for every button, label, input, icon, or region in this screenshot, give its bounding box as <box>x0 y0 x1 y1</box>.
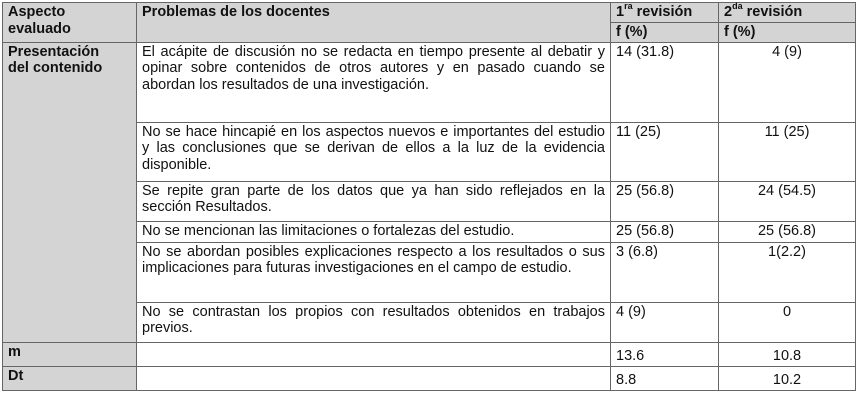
header-aspect-line2: evaluado <box>8 20 71 37</box>
summary-row-dt <box>3 366 856 390</box>
summary-empty-cell <box>137 342 611 366</box>
rev1-cell: 3 (6.8) <box>611 242 719 302</box>
problem-cell: No se contrastan los propios con resultados obtenidos en trabajos previos. <box>137 302 611 342</box>
rev1-cell: 4 (9) <box>611 302 719 342</box>
rev2-cell: 24 (54.5) <box>719 181 856 221</box>
header-rev1-prefix: 1 <box>616 4 625 20</box>
problem-cell: El acápite de discusión no se redacta en tiempo presente al debatir y opinar sobre contenidos de otros autores y en pasado cuando se abordan los resultados de una investigación. <box>137 42 611 122</box>
results-table <box>2 2 856 391</box>
rev1-cell: 25 (56.8) <box>611 181 719 221</box>
rev2-cell: 0 <box>719 302 856 342</box>
summary-label: Dt <box>3 366 137 390</box>
header-rev2-sup: da <box>732 1 743 12</box>
summary-empty-cell <box>137 366 611 390</box>
header-rev2-prefix: 2 <box>724 4 733 20</box>
problem-cell: No se hace hincapié en los aspectos nuevos e importantes del estudio y las conclusiones que se derivan de ellos a la luz de la evidencia disponible. <box>137 122 611 181</box>
rev1-cell: 11 (25) <box>611 122 719 181</box>
header-rev2 <box>719 3 856 23</box>
header-rev2-suffix: revisión <box>742 4 803 20</box>
rev2-cell: 25 (56.8) <box>719 221 856 242</box>
rev2-cell: 11 (25) <box>719 122 856 181</box>
header-rev1 <box>611 3 719 23</box>
header-unit1: f (%) <box>611 23 719 43</box>
header-unit2: f (%) <box>719 23 856 43</box>
header-row <box>3 3 856 23</box>
summary-row-m <box>3 342 856 366</box>
problem-cell: No se mencionan las limitaciones o fortalezas del estudio. <box>137 221 611 242</box>
table-row <box>3 42 856 122</box>
summary-rev2: 10.8 <box>719 342 856 366</box>
problem-cell: No se abordan posibles explicaciones respecto a los resultados o sus implicaciones para futuras investigaciones en el campo de estudio. <box>137 242 611 302</box>
header-rev1-suffix: revisión <box>632 4 693 20</box>
aspect-label <box>3 42 137 342</box>
header-aspect-line1: Aspecto <box>8 4 66 20</box>
summary-label: m <box>3 342 137 366</box>
rev1-cell: 25 (56.8) <box>611 221 719 242</box>
header-rev1-sup: ra <box>624 1 633 12</box>
problem-cell: Se repite gran parte de los datos que ya han sido reflejados en la sección Resultados. <box>137 181 611 221</box>
aspect-label-line1: Presentación <box>8 43 100 60</box>
aspect-label-line2: del contenido <box>8 60 103 76</box>
summary-rev2: 10.2 <box>719 366 856 390</box>
summary-rev1: 13.6 <box>611 342 719 366</box>
header-aspect <box>3 3 137 43</box>
rev2-cell: 1(2.2) <box>719 242 856 302</box>
rev2-cell: 4 (9) <box>719 42 856 122</box>
summary-rev1: 8.8 <box>611 366 719 390</box>
rev1-cell: 14 (31.8) <box>611 42 719 122</box>
header-problems: Problemas de los docentes <box>137 3 611 43</box>
